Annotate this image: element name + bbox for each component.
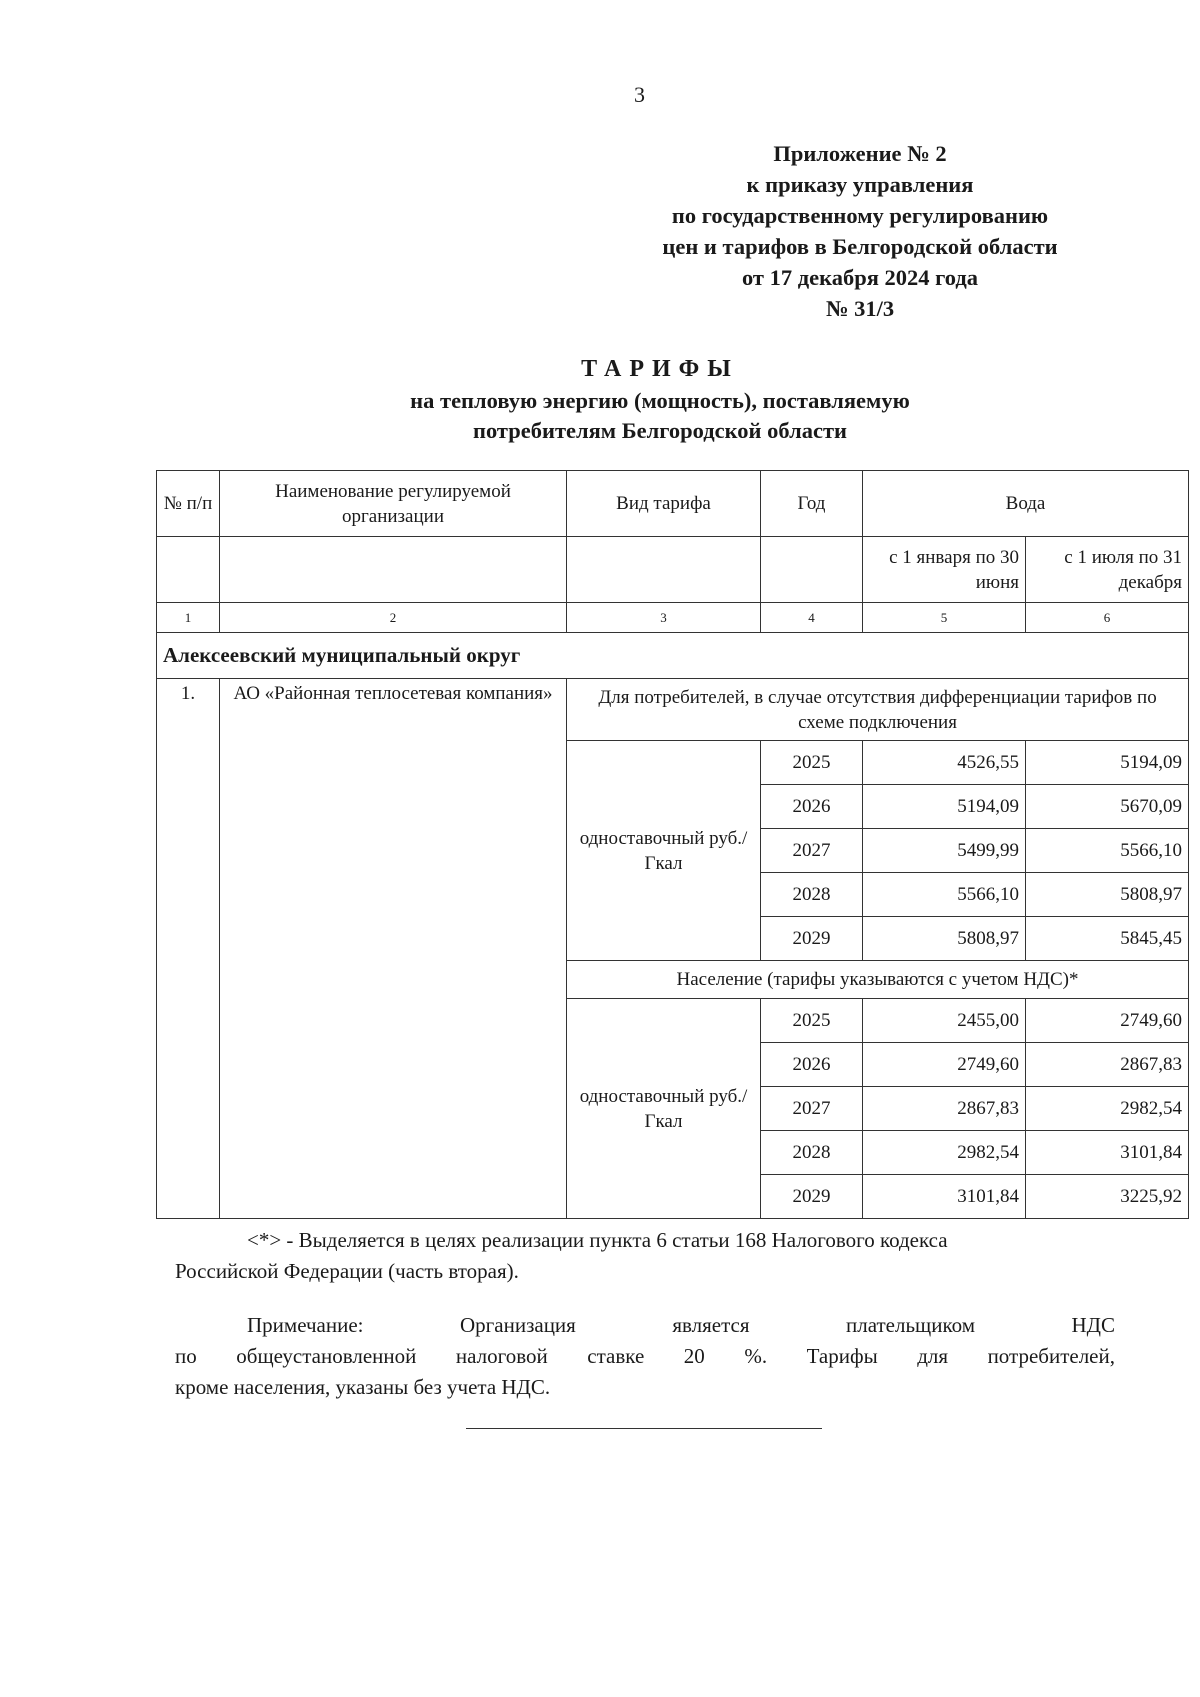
appendix-line: цен и тарифов в Белгородской области bbox=[662, 234, 1058, 259]
tariff-h2: 5808,97 bbox=[1026, 873, 1189, 917]
appendix-line: по государственному регулированию bbox=[671, 203, 1049, 228]
year-cell: 2025 bbox=[761, 999, 863, 1043]
column-index: 2 bbox=[220, 603, 567, 633]
year-cell: 2029 bbox=[761, 1175, 863, 1219]
table-header-row bbox=[157, 471, 1189, 537]
tariff-h2: 2749,60 bbox=[1026, 999, 1189, 1043]
note-line: по общеустановленной налоговой ставке 20 %. Тарифы для потребителей, bbox=[175, 1344, 1115, 1368]
tariff-h1: 5499,99 bbox=[863, 829, 1026, 873]
tariff-h2: 2982,54 bbox=[1026, 1087, 1189, 1131]
tariff-h1: 2749,60 bbox=[863, 1043, 1026, 1087]
tariff-h1: 5194,09 bbox=[863, 785, 1026, 829]
year-cell: 2026 bbox=[761, 785, 863, 829]
year-cell: 2028 bbox=[761, 873, 863, 917]
tariff-h1: 2867,83 bbox=[863, 1087, 1026, 1131]
tariff-h1: 2982,54 bbox=[863, 1131, 1026, 1175]
appendix-header bbox=[590, 138, 1130, 324]
tariff-h2: 5670,09 bbox=[1026, 785, 1189, 829]
header-year: Год bbox=[761, 471, 863, 537]
empty-cell bbox=[761, 537, 863, 603]
tariff-h1: 2455,00 bbox=[863, 999, 1026, 1043]
table-subheader-row bbox=[157, 537, 1189, 603]
appendix-line: № 31/3 bbox=[825, 296, 895, 321]
tariff-type: одноставочный руб./Гкал bbox=[567, 999, 761, 1219]
year-cell: 2027 bbox=[761, 1087, 863, 1131]
tariff-h1: 3101,84 bbox=[863, 1175, 1026, 1219]
group-caption: Для потребителей, в случае отсутствия дифференциации тарифов по схеме подключения bbox=[567, 679, 1189, 741]
tariff-h2: 3101,84 bbox=[1026, 1131, 1189, 1175]
district-row bbox=[157, 633, 1189, 679]
tariff-h2: 5845,45 bbox=[1026, 917, 1189, 961]
title-main: ТАРИФЫ bbox=[581, 356, 739, 382]
appendix-line: Приложение № 2 bbox=[773, 141, 947, 166]
tariff-h2: 5566,10 bbox=[1026, 829, 1189, 873]
tariff-h1: 5566,10 bbox=[863, 873, 1026, 917]
header-period-2: с 1 июля по 31 декабря bbox=[1026, 537, 1189, 603]
note-line: кроме населения, указаны без учета НДС. bbox=[175, 1375, 551, 1399]
appendix-line: от 17 декабря 2024 года bbox=[741, 265, 979, 290]
footnote-line: Российской Федерации (часть вторая). bbox=[175, 1259, 519, 1283]
row-number: 1. bbox=[157, 679, 220, 1219]
column-index: 6 bbox=[1026, 603, 1189, 633]
column-index: 4 bbox=[761, 603, 863, 633]
group-caption-row bbox=[157, 679, 1189, 741]
year-cell: 2028 bbox=[761, 1131, 863, 1175]
group-caption: Население (тарифы указываются с учетом НДС)* bbox=[567, 961, 1189, 999]
note-line: Примечание: Организация является плательщиком НДС bbox=[247, 1313, 1115, 1337]
header-period-1: с 1 января по 30 июня bbox=[863, 537, 1026, 603]
closing-rule bbox=[466, 1428, 822, 1429]
empty-cell bbox=[567, 537, 761, 603]
tariff-h2: 3225,92 bbox=[1026, 1175, 1189, 1219]
year-cell: 2026 bbox=[761, 1043, 863, 1087]
page-number: 3 bbox=[634, 82, 645, 107]
tariff-h1: 4526,55 bbox=[863, 741, 1026, 785]
footnote bbox=[175, 1225, 1115, 1287]
title-subtitle: на тепловую энергию (мощность), поставляемую bbox=[410, 388, 910, 413]
tariff-h1: 5808,97 bbox=[863, 917, 1026, 961]
document-title bbox=[300, 352, 1020, 446]
year-cell: 2029 bbox=[761, 917, 863, 961]
header-num: № п/п bbox=[157, 471, 220, 537]
empty-cell bbox=[220, 537, 567, 603]
tariff-h2: 2867,83 bbox=[1026, 1043, 1189, 1087]
tariff-table bbox=[156, 470, 1189, 1219]
district-name: Алексеевский муниципальный округ bbox=[157, 633, 1189, 679]
year-cell: 2027 bbox=[761, 829, 863, 873]
appendix-line: к приказу управления bbox=[746, 172, 974, 197]
empty-cell bbox=[157, 537, 220, 603]
year-cell: 2025 bbox=[761, 741, 863, 785]
column-index: 3 bbox=[567, 603, 761, 633]
title-subtitle: потребителям Белгородской области bbox=[473, 418, 847, 443]
column-index: 5 bbox=[863, 603, 1026, 633]
footnote-line: <*> - Выделяется в целях реализации пункта 6 статьи 168 Налогового кодекса bbox=[247, 1228, 948, 1252]
column-index: 1 bbox=[157, 603, 220, 633]
tariff-type: одноставочный руб./Гкал bbox=[567, 741, 761, 961]
note bbox=[175, 1310, 1115, 1403]
header-tariff-type: Вид тарифа bbox=[567, 471, 761, 537]
header-organization: Наименование регулируемой организации bbox=[220, 471, 567, 537]
column-index-row bbox=[157, 603, 1189, 633]
organization-name: АО «Районная теплосетевая компания» bbox=[220, 679, 567, 1219]
header-water: Вода bbox=[863, 471, 1189, 537]
tariff-h2: 5194,09 bbox=[1026, 741, 1189, 785]
